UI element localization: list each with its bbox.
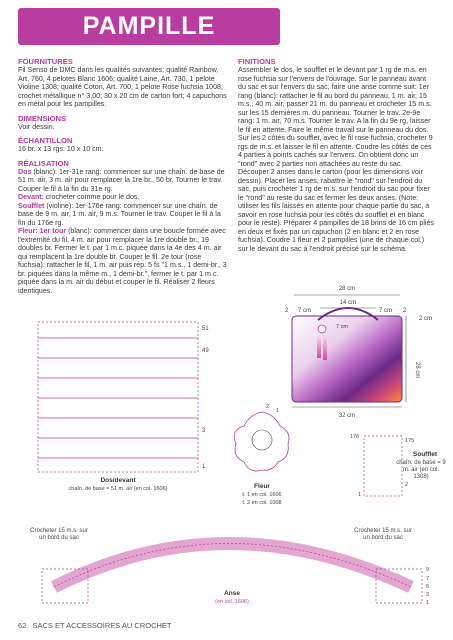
soufflet-row-2: 2 — [405, 482, 409, 488]
bag-flower-icon — [318, 325, 326, 333]
dim-2cm: 2 cm — [419, 316, 433, 322]
finitions-heading: FINITIONS — [238, 57, 276, 66]
fournitures-heading: FOURNITURES — [18, 57, 73, 66]
soufflet-title: Soufflet — [412, 451, 438, 458]
dos-row-3: 3 — [202, 428, 206, 434]
soufflet-text: (violine): 1er-176e rang: commencer sur une chaîn. de base de 9 m. air, 1 m. air, 9 m.s. Tourner le trav. Couper le fil à la fin du 176e rg. — [18, 201, 221, 227]
dos-label: Dos — [18, 167, 32, 176]
soufflet-row-175: 175 — [405, 438, 415, 444]
dos-chart-title: Dos/devant — [100, 477, 136, 484]
anse-row-3: 3 — [426, 592, 430, 598]
soufflet-row-176: 176 — [350, 434, 360, 440]
bag-diagram — [272, 278, 442, 420]
title-banner — [18, 8, 280, 45]
dim-28-side: 28 cm — [414, 362, 420, 379]
dim-28-top: 28 cm — [338, 286, 356, 292]
devant-paragraph — [18, 193, 230, 202]
anse-sub: (en col. 1606) — [215, 599, 249, 605]
finitions-text: Assembler le dos, le soufflet et le devant par 1 rg de m.s. en rose fuchsia sur l'envers de l'ouvrage. Sur le panneau avant du sac et sur l'envers du sac, faire une anse comme suit: 1er rang (blanc): rattacher le fil au bord du panneau, 1 m. air, 15 m.s., 40 m. air, passer 21 m. du panneau et crocheter 15 m.s. sur les 15 dernières m. du panneau. Tourner le trav. 2e-9e rang: 1 m. air, 70 m.s. Tourner le trav. A la fin du 9e rg, laisser le fil en attente. Faire le même travail sur le panneau du dos. Sur les 2 côtés du soufflet, avec le fil rose fuchsia, crocheter 9 rgs de m.s. et laisser le fil en attente. Coudre les côtés de ces 4 parties à points cachés sur l'envers. On obtient donc un "rond" avec 2 parties non attachées au reste du sac. Découper 2 anses dans le carton (pour les dimensions voir dessin). Placer les anses, rabattre le "rond" sur l'endroit du sac, puis crocheter 1 rg de m.s. sur l'endroit du sac pour fixer le "rond" au reste du sac et fermer les deux anses. (Note: utiliser les fils laissés en attente pour chaque partie du sac, à savoir en rose fuchsia pour les côtés du soufflet et en blanc pour le reste). Préparer 4 pampilles de 18 brins de 16 cm pliés en deux et fixés par un capuchon (2 en blanc et 2 en rose fuchsia). Coudre 1 fleur et 2 pampilles (une de chaque col.) sur le devant du sac à l'endroit précisé sur le schéma. — [238, 66, 434, 253]
dos-chart-grid — [38, 322, 198, 472]
dimensions-text: Voir dessin. — [18, 122, 55, 131]
dim-7-left: 7 cm — [298, 308, 312, 314]
anse-row-9: 9 — [426, 567, 430, 573]
page-number: 62 — [18, 621, 27, 630]
dim-14: 14 cm — [339, 300, 357, 306]
fleur-label: Fleur: 1er tour — [18, 227, 67, 235]
soufflet-sub: chaîn. de base = 9 m. air (en col. 1308) — [396, 460, 446, 480]
fleur-paragraph — [18, 227, 230, 295]
fleur-ring-1 — [252, 430, 272, 450]
fleur-t2: t. 2 en col. 1008 — [242, 500, 282, 506]
soufflet-paragraph — [18, 202, 230, 228]
dos-chart-sub: chaîn. de base = 51 m. air (en col. 1606) — [68, 486, 168, 492]
page-title: PAMPILLE — [82, 12, 216, 40]
soufflet-label: Soufflet — [18, 201, 45, 210]
fleur-t1: t. 1 en col. 1606 — [242, 492, 282, 498]
fournitures-text: Fil Senso de DMC dans les qualités suivantes: qualité Rainbow, Art. 760, 4 pelotes Blanc 1606; qualité Laine, Art. 730, 1 pelote Violine 1308; qualité Coton, Art. 700, 1 pelote Rose fuchsia 1008; crochet métallique n° 3,00; 30 x 20 cm de carton fort; 4 capuchons en métal pour les pampilles. — [18, 66, 227, 108]
section-name: SACS ET ACCESSOIRES AU CROCHET — [32, 621, 172, 630]
right-column — [238, 57, 434, 253]
echantillon-text: 16 br. x 13 rgs: 10 x 10 cm. — [18, 145, 104, 153]
dim-2-right: 2 — [403, 308, 407, 314]
fleur-n1: 1 — [276, 408, 280, 414]
anse-title: Anse — [224, 590, 240, 597]
dim-32: 32 cm — [338, 413, 356, 419]
dos-chart-stitches — [38, 322, 198, 472]
fleur-n2: 2 — [266, 404, 270, 410]
anse-row-7: 7 — [426, 576, 430, 582]
fleur-ring-2 — [234, 412, 289, 471]
dim-2-left: 2 — [285, 308, 289, 314]
dos-row-1: 1 — [202, 464, 206, 470]
fleur-chart — [222, 400, 307, 510]
dos-paragraph — [18, 168, 230, 194]
anse-row-1: 1 — [426, 600, 430, 606]
left-column — [18, 57, 230, 295]
tassel-1 — [317, 330, 321, 358]
dimensions-heading: DIMENSIONS — [18, 113, 67, 123]
devant-text: : crocheter comme pour le dos. — [41, 193, 140, 201]
dim-7-right: 7 cm — [379, 308, 393, 314]
crocheter-left: Crocheter 15 m.s. sur un bord du sac — [30, 528, 88, 541]
dos-row-49: 49 — [202, 348, 209, 354]
realisation-heading: RÉALISATION — [18, 158, 69, 168]
dim-7-inner: 7 cm — [336, 324, 348, 330]
soufflet-row-1: 1 — [358, 492, 362, 498]
tassel-2 — [323, 330, 327, 360]
anse-row-5: 5 — [426, 584, 430, 590]
dos-devant-chart — [36, 318, 216, 493]
crocheter-right: Crocheter 15 m.s. sur un bord du sac — [354, 528, 412, 541]
dos-text: (blanc): 1er-31e rang: commencer sur une chaîn. de base de 51 m. air, 3 m. air pour remplacer la 1re br., 50 br. Tourner le trav. Couper le fil à la fin du 31e rg. — [18, 167, 225, 193]
fleur-text: (blanc): commencer dans une boucle formée avec l'extrémité du fil, 4 m. air pour remplacer la 1re double br., 19 doubles br. Fermer le t. par 1 m.c. piquée dans la 4e des 4 m. air qui remplacent la 1re double br. Couper le fil. 2e tour (rose fuchsia): rattacher le fil, 1 m. air puis rép. 5 fs "1 m.s., 1 demi-br., 3 br. piquées dans la même m., 1 demi-br.", fermer le t. par 1 m.c. piquée dans la m. air du début et couper le fil. Réaliser 2 fleurs identiques. — [18, 227, 227, 295]
dos-row-51: 51 — [202, 326, 209, 332]
anse-chart — [26, 505, 446, 610]
fleur-title: Fleur — [254, 483, 270, 490]
page-footer — [18, 621, 172, 630]
echantillon-heading: ÉCHANTILLON — [18, 136, 73, 145]
devant-label: Devant — [18, 193, 42, 201]
